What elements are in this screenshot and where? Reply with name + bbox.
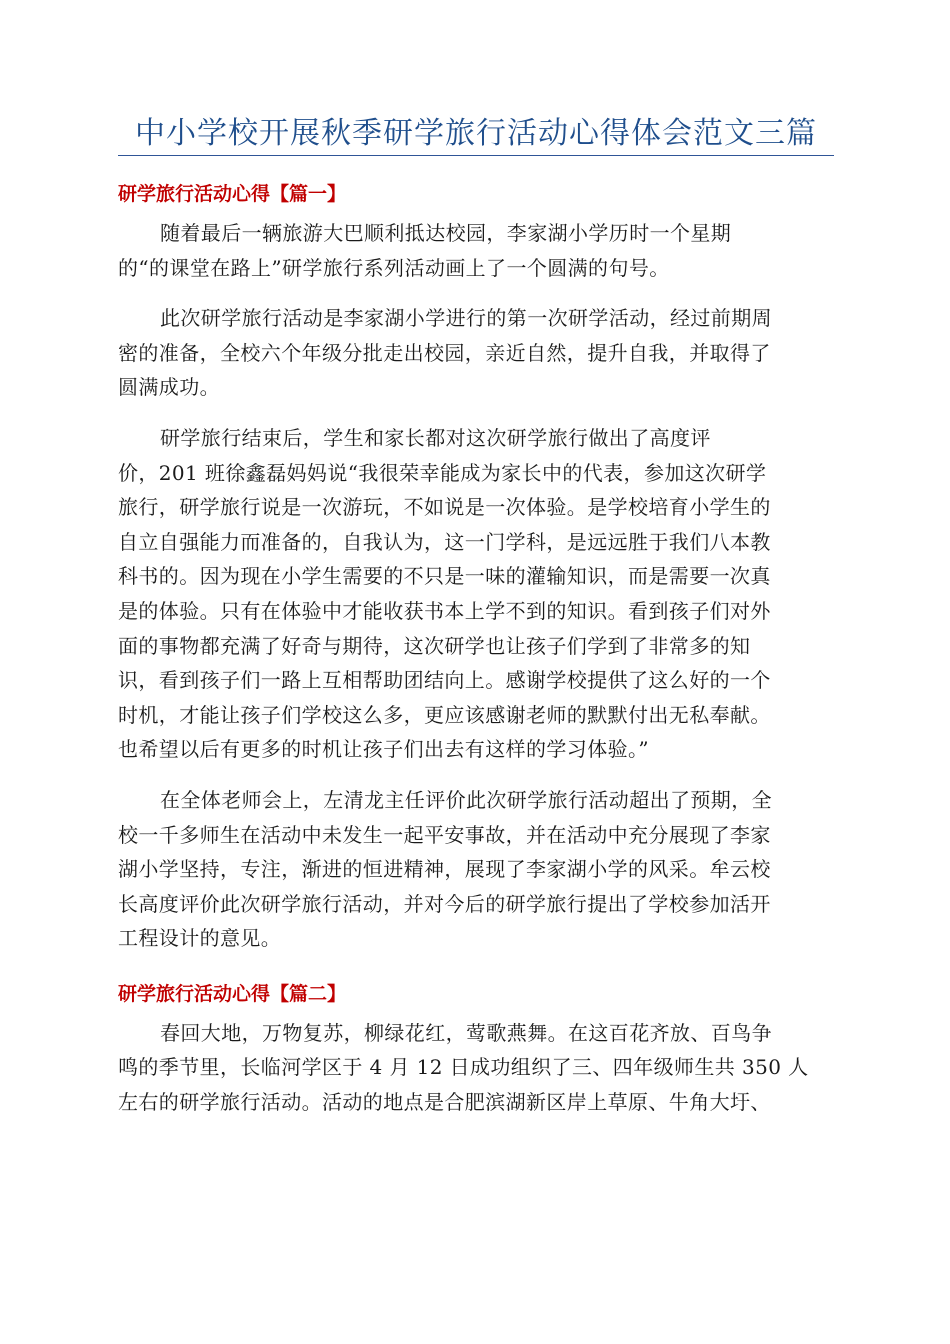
title-underline [118,155,834,156]
section-heading: 研学旅行活动心得【篇二】 [118,982,347,1005]
section-heading: 研学旅行活动心得【篇一】 [118,183,347,205]
section-1 [118,172,834,956]
paragraph-line: 研学旅行结束后，学生和家长都对这次研学旅行做出了高度评 [160,425,711,450]
paragraph [118,1016,834,1120]
paragraph-line: 鸣的季节里，长临河学区于 4 月 12 日成功组织了三、四年级师生共 350 人 [118,1055,809,1080]
paragraph [118,216,834,285]
paragraph-line: 时机，才能让孩子们学校这么多，更应该感谢老师的默默付出无私奉献。 [118,702,771,727]
paragraph-line: 校一千多师生在活动中未发生一起平安事故，并在活动中充分展现了李家 [118,822,771,847]
paragraph-line: 春回大地，万物复苏，柳绿花红，莺歌燕舞。在这百花齐放、百鸟争 [160,1020,772,1045]
document-body [118,172,834,1136]
paragraph-line: 旅行，研学旅行说是一次游玩，不如说是一次体验。是学校培育小学生的 [118,495,771,520]
paragraph-line: 随着最后一辆旅游大巴顺利抵达校园，李家湖小学历时一个星期 [160,221,732,245]
paragraph-line: 识，看到孩子们一路上互相帮助团结向上。感谢学校提供了这么好的一个 [118,668,771,693]
paragraph [118,783,834,956]
paragraph-line: 湖小学坚持，专注，渐进的恒进精神，展现了李家湖小学的风采。牟云校 [118,857,771,882]
paragraph-line: 此次研学旅行活动是李家湖小学进行的第一次研学活动，经过前期周 [160,306,772,331]
document-title: 中小学校开展秋季研学旅行活动心得体会范文三篇 [135,116,817,151]
paragraph-line: 工程设计的意见。 [118,926,282,951]
paragraph-line: 也希望以后有更多的时机让孩子们出去有这样的学习体验。” [118,737,650,762]
paragraph-line: 在全体老师会上，左清龙主任评价此次研学旅行活动超出了预期，全 [160,787,772,812]
paragraph [118,301,834,405]
paragraph-line: 圆满成功。 [118,375,220,400]
paragraph-line: 是的体验。只有在体验中才能收获书本上学不到的知识。看到孩子们对外 [118,598,771,623]
paragraph-line: 左右的研学旅行活动。活动的地点是合肥滨湖新区岸上草原、牛角大圩、 [118,1090,771,1115]
paragraph-line: 面的事物都充满了好奇与期待，这次研学也让孩子们学到了非常多的知 [118,633,751,658]
paragraph-line: 科书的。因为现在小学生需要的不只是一味的灌输知识，而是需要一次真 [118,564,771,589]
paragraph-line: 的“的课堂在路上”研学旅行系列活动画上了一个圆满的句号。 [118,255,670,280]
paragraph-line: 自立自强能力而准备的，自我认为，这一门学科，是远远胜于我们八本教 [118,529,771,554]
paragraph-line: 价，201 班徐鑫磊妈妈说“我很荣幸能成为家长中的代表，参加这次研学 [118,460,767,485]
section-2 [118,972,834,1120]
paragraph-line: 密的准备，全校六个年级分批走出校园，亲近自然，提升自我，并取得了 [118,340,771,365]
paragraph [118,421,834,767]
paragraph-line: 长高度评价此次研学旅行活动，并对今后的研学旅行提出了学校参加活开 [118,891,771,916]
